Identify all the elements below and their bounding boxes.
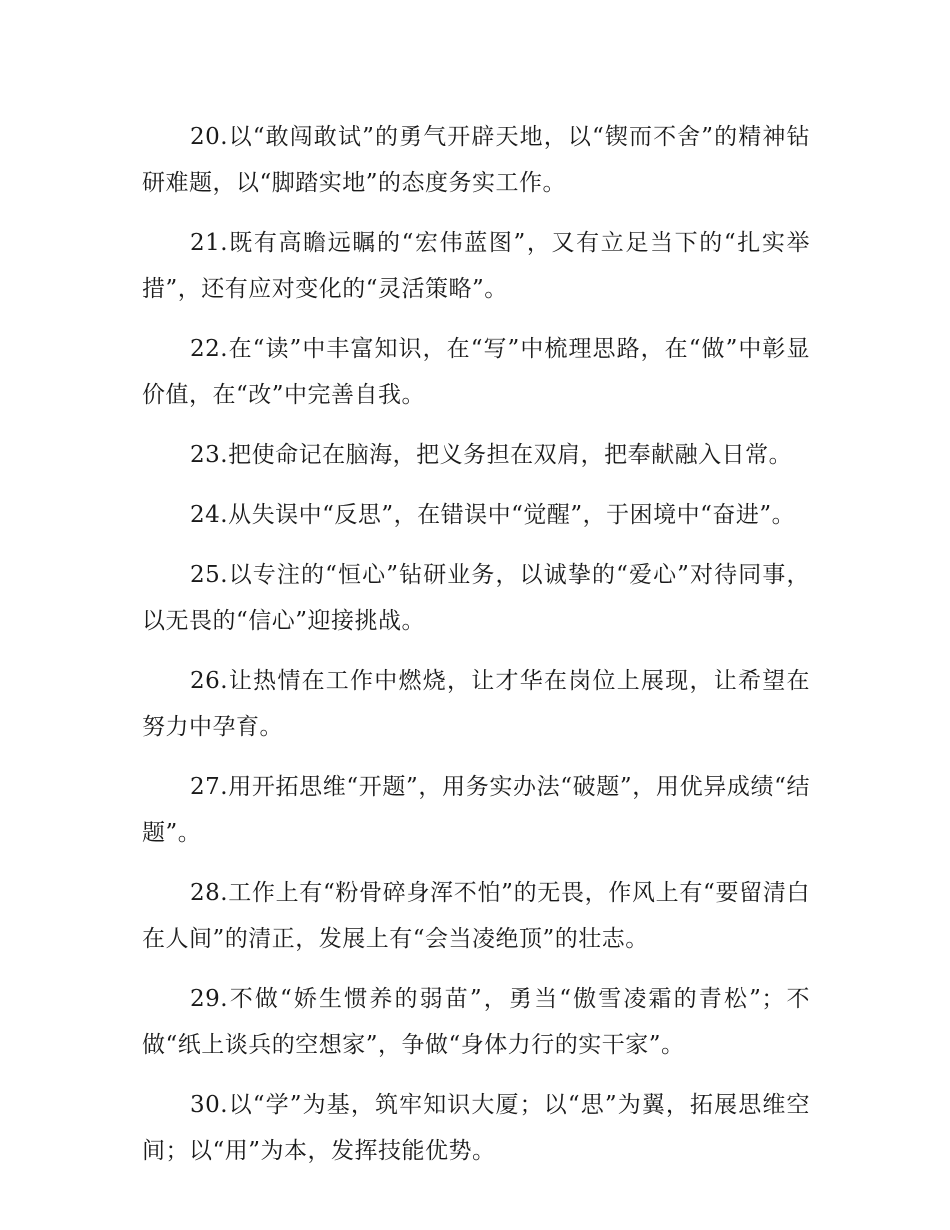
paragraph-28: 28.工作上有“粉骨碎身浑不怕”的无畏，作风上有“要留清白在人间”的清正，发展上有“会当凌绝顶”的壮志。	[142, 880, 810, 952]
paragraph-25: 25.以专注的“恒心”钻研业务，以诚挚的“爱心”对待同事，以无畏的“信心”迎接挑战。	[142, 562, 810, 634]
paragraph-29: 29.不做“娇生惯养的弱苗”，勇当“傲雪凌霜的青松”；不做“纸上谈兵的空想家”，争做“身体力行的实干家”。	[142, 986, 810, 1058]
paragraph-22: 22.在“读”中丰富知识，在“写”中梳理思路，在“做”中彰显价值，在“改”中完善自我。	[142, 336, 810, 408]
paragraph-20: 20.以“敢闯敢试”的勇气开辟天地，以“锲而不舍”的精神钻研难题，以“脚踏实地”的态度务实工作。	[142, 124, 810, 196]
paragraph-21: 21.既有高瞻远瞩的“宏伟蓝图”，又有立足当下的“扎实举措”，还有应对变化的“灵活策略”。	[142, 230, 810, 302]
paragraph-26: 26.让热情在工作中燃烧，让才华在岗位上展现，让希望在努力中孕育。	[142, 668, 810, 740]
paragraph-23: 23.把使命记在脑海，把义务担在双肩，把奉献融入日常。	[190, 442, 793, 468]
document-body	[142, 114, 810, 1188]
paragraph-27: 27.用开拓思维“开题”，用务实办法“破题”，用优异成绩“结题”。	[142, 774, 810, 846]
paragraph-24: 24.从失误中“反思”，在错误中“觉醒”，于困境中“奋进”。	[190, 502, 796, 528]
paragraph-30: 30.以“学”为基，筑牢知识大厦；以“思”为翼，拓展思维空间；以“用”为本，发挥技能优势。	[142, 1092, 810, 1164]
